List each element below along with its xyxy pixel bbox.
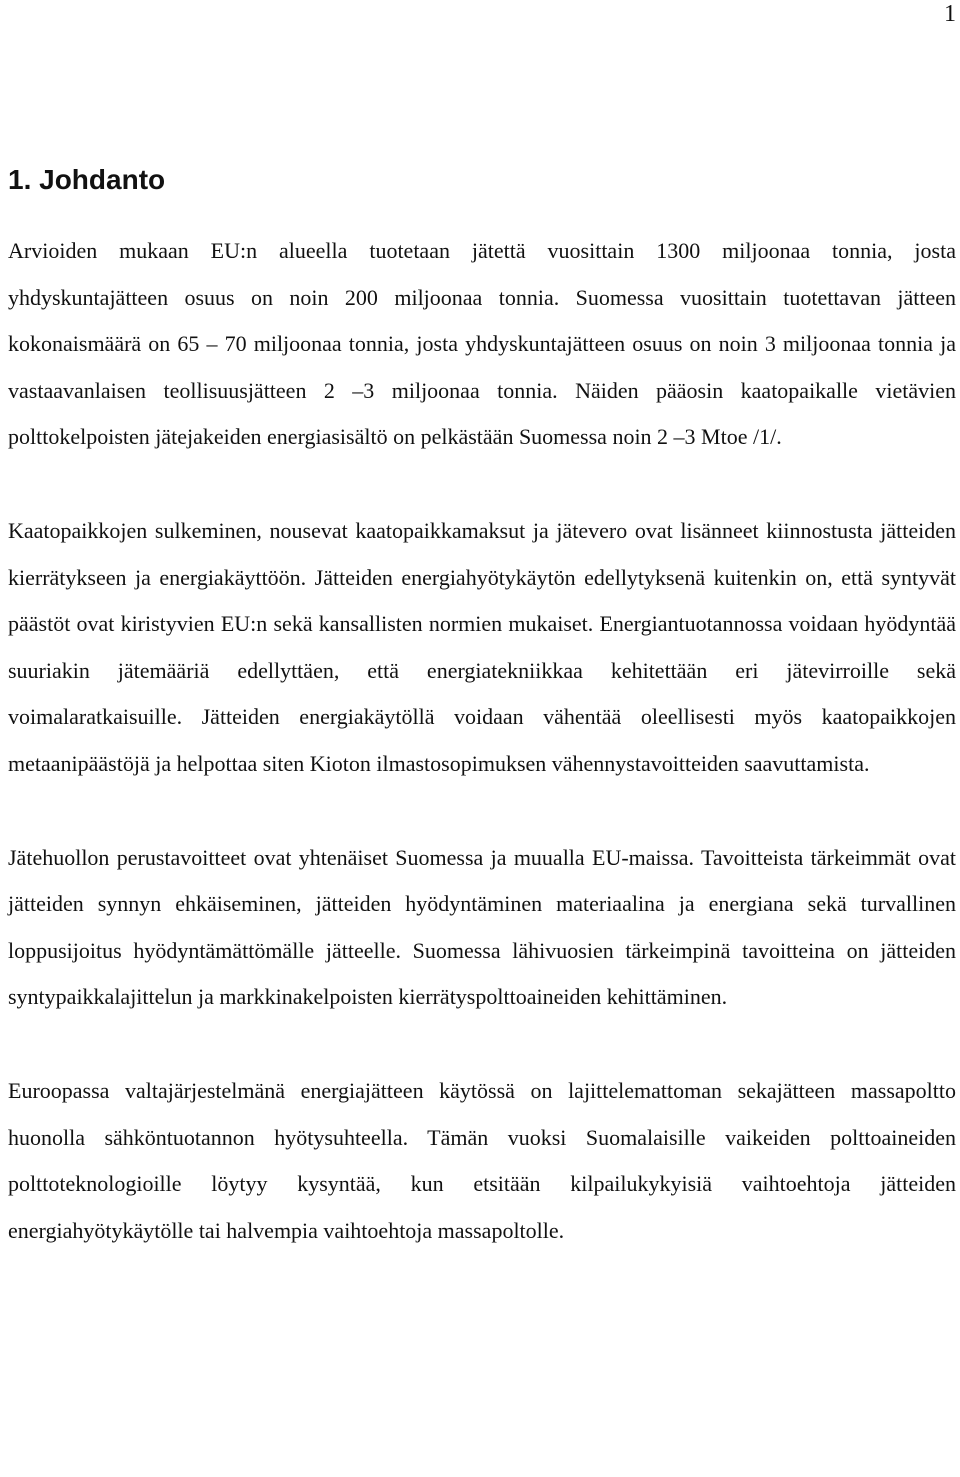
section-heading: 1. Johdanto [8,164,166,195]
paragraph-2: Kaatopaikkojen sulkeminen, nousevat kaatopaikkamaksut ja jätevero ovat lisänneet kiinnostusta jätteiden kierrätykseen ja energiakäyttöön. Jätteiden energiahyötykäytön edellytyksenä kuitenkin on, että syntyvät päästöt ovat kiristyvien EU:n sekä kansallisten normien mukaiset. Energiantuotannossa voidaan hyödyntää suuriakin jätemääriä edellyttäen, että energiatekniikkaa kehitettään eri jätevirroille sekä voimalaratkaisuille. Jätteiden energiakäytöllä voidaan vähentää oleellisesti myös kaatopaikkojen metaanipäästöjä ja helpottaa siten Kioton ilmastosopimuksen vähennystavoitteiden saavuttamista. [8,517,956,776]
paragraph-4: Euroopassa valtajärjestelmänä energiajätteen käytössä on lajittelemattoman sekajätteen massapoltto huonolla sähköntuotannon hyötysuhteella. Tämän vuoksi Suomalaisille vaikeiden polttoaineiden polttoteknologioille löytyy kysyntää, kun etsitään kilpailukykyisiä vaihtoehtoja jätteiden energiahyötykäytölle tai halvempia vaihtoehtoja massapoltolle. [8,1077,956,1243]
paragraph-1: Arvioiden mukaan EU:n alueella tuotetaan jätettä vuosittain 1300 miljoonaa tonnia, josta yhdyskuntajätteen osuus on noin 200 miljoonaa tonnia. Suomessa vuosittain tuotettavan jätteen kokonaismäärä on 65 – 70 miljoonaa tonnia, josta yhdyskuntajätteen osuus on noin 3 miljoonaa tonnia ja vastaavanlaisen teollisuusjätteen 2 –3 miljoonaa tonnia. Näiden pääosin kaatopaikalle vietävien polttokelpoisten jätejakeiden energiasisältö on pelkästään Suomessa noin 2 –3 Mtoe /1/. [8,238,956,450]
paragraph-3: Jätehuollon perustavoitteet ovat yhtenäiset Suomessa ja muualla EU-maissa. Tavoitteista tärkeimmät ovat jätteiden synnyn ehkäiseminen, jätteiden hyödyntäminen materiaalina ja energiana sekä turvallinen loppusijoitus hyödyntämättömälle jätteelle. Suomessa lähivuosien tärkeimpinä tavoitteina on jätteiden syntypaikkalajittelun ja markkinakelpoisten kierrätyspolttoaineiden kehittäminen. [8,844,956,1010]
body-text [8,228,956,1301]
page-number: 1 [944,1,956,27]
